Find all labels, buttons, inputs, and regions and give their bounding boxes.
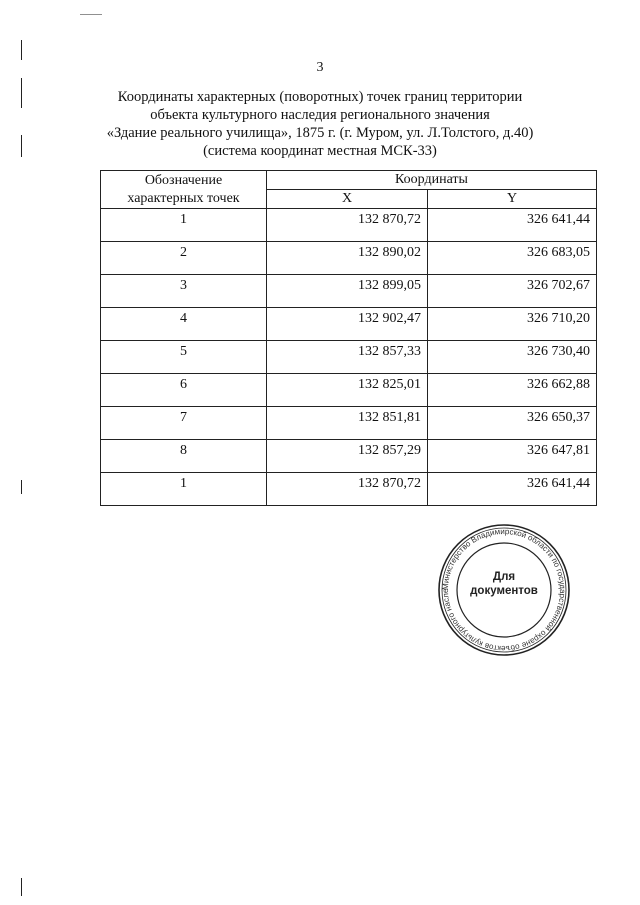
table-row bbox=[101, 209, 597, 242]
stamp-center-text bbox=[436, 570, 572, 598]
stamp-line: документов bbox=[470, 585, 538, 597]
cell-y: 326 710,20 bbox=[428, 308, 597, 341]
cell-x: 132 857,33 bbox=[267, 341, 428, 374]
cell-y: 326 647,81 bbox=[428, 440, 597, 473]
cell-x: 132 870,72 bbox=[267, 473, 428, 506]
header-x: X bbox=[267, 190, 428, 209]
scan-mark bbox=[21, 480, 22, 494]
cell-y: 326 683,05 bbox=[428, 242, 597, 275]
header-points-line2: характерных точек bbox=[127, 190, 240, 206]
page-number: 3 bbox=[316, 60, 324, 75]
cell-point: 3 bbox=[101, 275, 267, 308]
header-y: Y bbox=[428, 190, 597, 209]
title-line: Координаты характерных (поворотных) точек границ территории bbox=[117, 89, 523, 105]
scan-mark bbox=[80, 14, 102, 15]
cell-y: 326 641,44 bbox=[428, 209, 597, 242]
table-row bbox=[101, 440, 597, 473]
title-line: объекта культурного наследия регионального значения bbox=[150, 107, 490, 123]
table-header-row bbox=[101, 171, 597, 190]
cell-point: 1 bbox=[101, 473, 267, 506]
cell-y: 326 730,40 bbox=[428, 341, 597, 374]
cell-y: 326 662,88 bbox=[428, 374, 597, 407]
cell-x: 132 825,01 bbox=[267, 374, 428, 407]
header-points-line1: Обозначение bbox=[144, 172, 223, 188]
header-points bbox=[101, 171, 267, 209]
cell-point: 6 bbox=[101, 374, 267, 407]
scan-mark bbox=[21, 40, 22, 60]
scan-mark bbox=[21, 78, 22, 108]
cell-x: 132 857,29 bbox=[267, 440, 428, 473]
cell-point: 2 bbox=[101, 242, 267, 275]
cell-point: 5 bbox=[101, 341, 267, 374]
cell-y: 326 702,67 bbox=[428, 275, 597, 308]
title-line: (система координат местная МСК-33) bbox=[203, 143, 437, 159]
table-row bbox=[101, 275, 597, 308]
document-title bbox=[60, 88, 580, 160]
table-row bbox=[101, 242, 597, 275]
stamp-line: Для bbox=[492, 571, 516, 583]
cell-x: 132 902,47 bbox=[267, 308, 428, 341]
cell-x: 132 870,72 bbox=[267, 209, 428, 242]
table-row bbox=[101, 341, 597, 374]
coordinates-table bbox=[100, 170, 597, 506]
cell-x: 132 851,81 bbox=[267, 407, 428, 440]
table-row bbox=[101, 473, 597, 506]
cell-y: 326 641,44 bbox=[428, 473, 597, 506]
official-stamp bbox=[436, 522, 572, 658]
cell-point: 8 bbox=[101, 440, 267, 473]
table-row bbox=[101, 308, 597, 341]
cell-x: 132 899,05 bbox=[267, 275, 428, 308]
header-coordinates: Координаты bbox=[267, 171, 597, 190]
cell-point: 7 bbox=[101, 407, 267, 440]
stamp-ring-text: Министерство Владимирской области по государственной охране объектов культурного насле bbox=[440, 526, 568, 654]
cell-point: 4 bbox=[101, 308, 267, 341]
table-row bbox=[101, 374, 597, 407]
title-line: «Здание реального училища», 1875 г. (г. Муром, ул. Л.Толстого, д.40) bbox=[106, 125, 534, 141]
table-row bbox=[101, 407, 597, 440]
scan-mark bbox=[21, 135, 22, 157]
cell-point: 1 bbox=[101, 209, 267, 242]
scan-mark bbox=[21, 878, 22, 896]
cell-y: 326 650,37 bbox=[428, 407, 597, 440]
cell-x: 132 890,02 bbox=[267, 242, 428, 275]
